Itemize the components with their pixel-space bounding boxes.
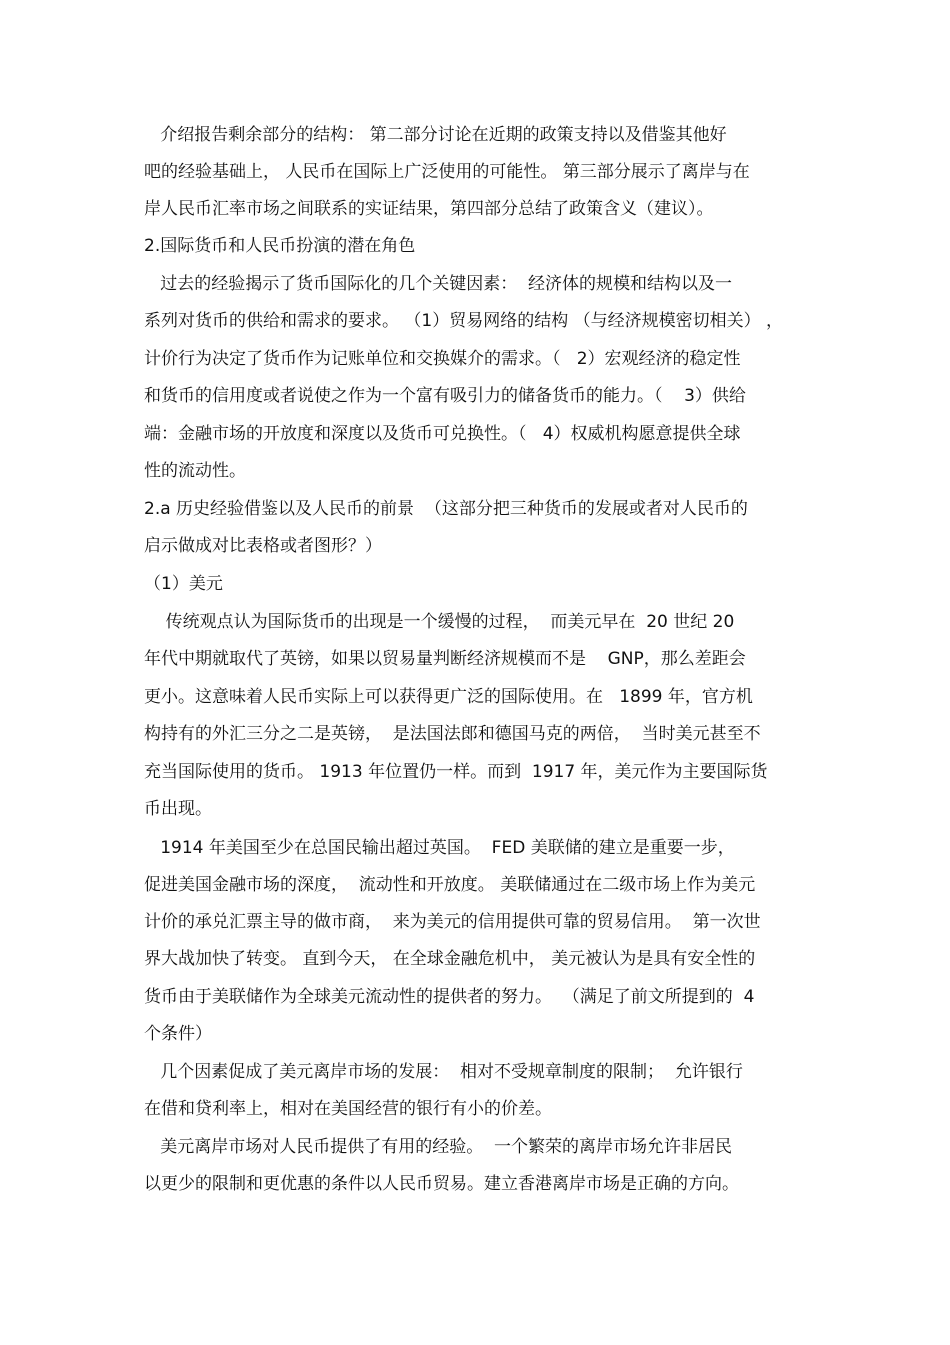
paragraph-line: 个条件）: [144, 1024, 212, 1044]
paragraph-line: 端：金融市场的开放度和深度以及货币可兑换性。（ 4）权威机构愿意提供全球: [144, 424, 741, 444]
paragraph-line: 以更少的限制和更优惠的条件以人民币贸易。建立香港离岸市场是正确的方向。: [144, 1174, 739, 1194]
paragraph-line: 和货币的信用度或者说使之作为一个富有吸引力的储备货币的能力。（ 3）供给: [144, 386, 746, 406]
paragraph-line: 性的流动性。: [144, 461, 246, 481]
paragraph-line: 界大战加快了转变。 直到今天， 在全球金融危机中， 美元被认为是具有安全性的: [144, 949, 756, 969]
paragraph-line: 更小。这意味着人民币实际上可以获得更广泛的国际使用。在 1899 年，官方机: [144, 687, 753, 707]
paragraph-line: 充当国际使用的货币。 1913 年位置仍一样。而到 1917 年，美元作为主要国际货: [144, 762, 768, 782]
paragraph-line: 岸人民币汇率市场之间联系的实证结果，第四部分总结了政策含义（建议）。: [144, 199, 714, 219]
paragraph-line: 年代中期就取代了英镑，如果以贸易量判断经济规模而不是 GNP，那么差距会: [144, 649, 746, 669]
paragraph-line: 吧的经验基础上， 人民币在国际上广泛使用的可能性。 第三部分展示了离岸与在: [144, 162, 750, 182]
paragraph-line: 在借和贷利率上，相对在美国经营的银行有小的价差。: [144, 1099, 552, 1119]
paragraph-line: 系列对货币的供给和需求的要求。 （1）贸易网络的结构 （与经济规模密切相关） ，: [144, 311, 784, 331]
list-heading: （1）美元: [144, 574, 223, 594]
paragraph-line: 几个因素促成了美元离岸市场的发展： 相对不受规章制度的限制； 允许银行: [144, 1062, 743, 1082]
paragraph-line: 美元离岸市场对人民币提供了有用的经验。 一个繁荣的离岸市场允许非居民: [144, 1137, 733, 1157]
paragraph-line: 币出现。: [144, 799, 212, 819]
subsection-heading: 2.a 历史经验借鉴以及人民币的前景 （这部分把三种货币的发展或者对人民币的: [144, 499, 748, 519]
paragraph-line: 促进美国金融市场的深度， 流动性和开放度。 美联储通过在二级市场上作为美元: [144, 875, 756, 895]
paragraph-line: 传统观点认为国际货币的出现是一个缓慢的过程， 而美元早在 20 世纪 20: [144, 612, 735, 632]
paragraph-line: 介绍报告剩余部分的结构： 第二部分讨论在近期的政策支持以及借鉴其他好: [144, 125, 727, 145]
paragraph-line: 过去的经验揭示了货币国际化的几个关键因素： 经济体的规模和结构以及一: [144, 274, 733, 294]
paragraph-line: 计价行为决定了货币作为记账单位和交换媒介的需求。（ 2）宏观经济的稳定性: [144, 349, 741, 369]
paragraph-line: 计价的承兑汇票主导的做市商， 来为美元的信用提供可靠的贸易信用。 第一次世: [144, 912, 761, 932]
subsection-heading: 启示做成对比表格或者图形？）: [144, 536, 382, 556]
section-heading: 2.国际货币和人民币扮演的潜在角色: [144, 236, 416, 256]
paragraph-line: 1914 年美国至少在总国民输出超过英国。 FED 美联储的建立是重要一步，: [144, 838, 735, 858]
paragraph-line: 货币由于美联储作为全球美元流动性的提供者的努力。 （满足了前文所提到的 4: [144, 987, 755, 1007]
paragraph-line: 构持有的外汇三分之二是英镑， 是法国法郎和德国马克的两倍， 当时美元甚至不: [144, 724, 761, 744]
